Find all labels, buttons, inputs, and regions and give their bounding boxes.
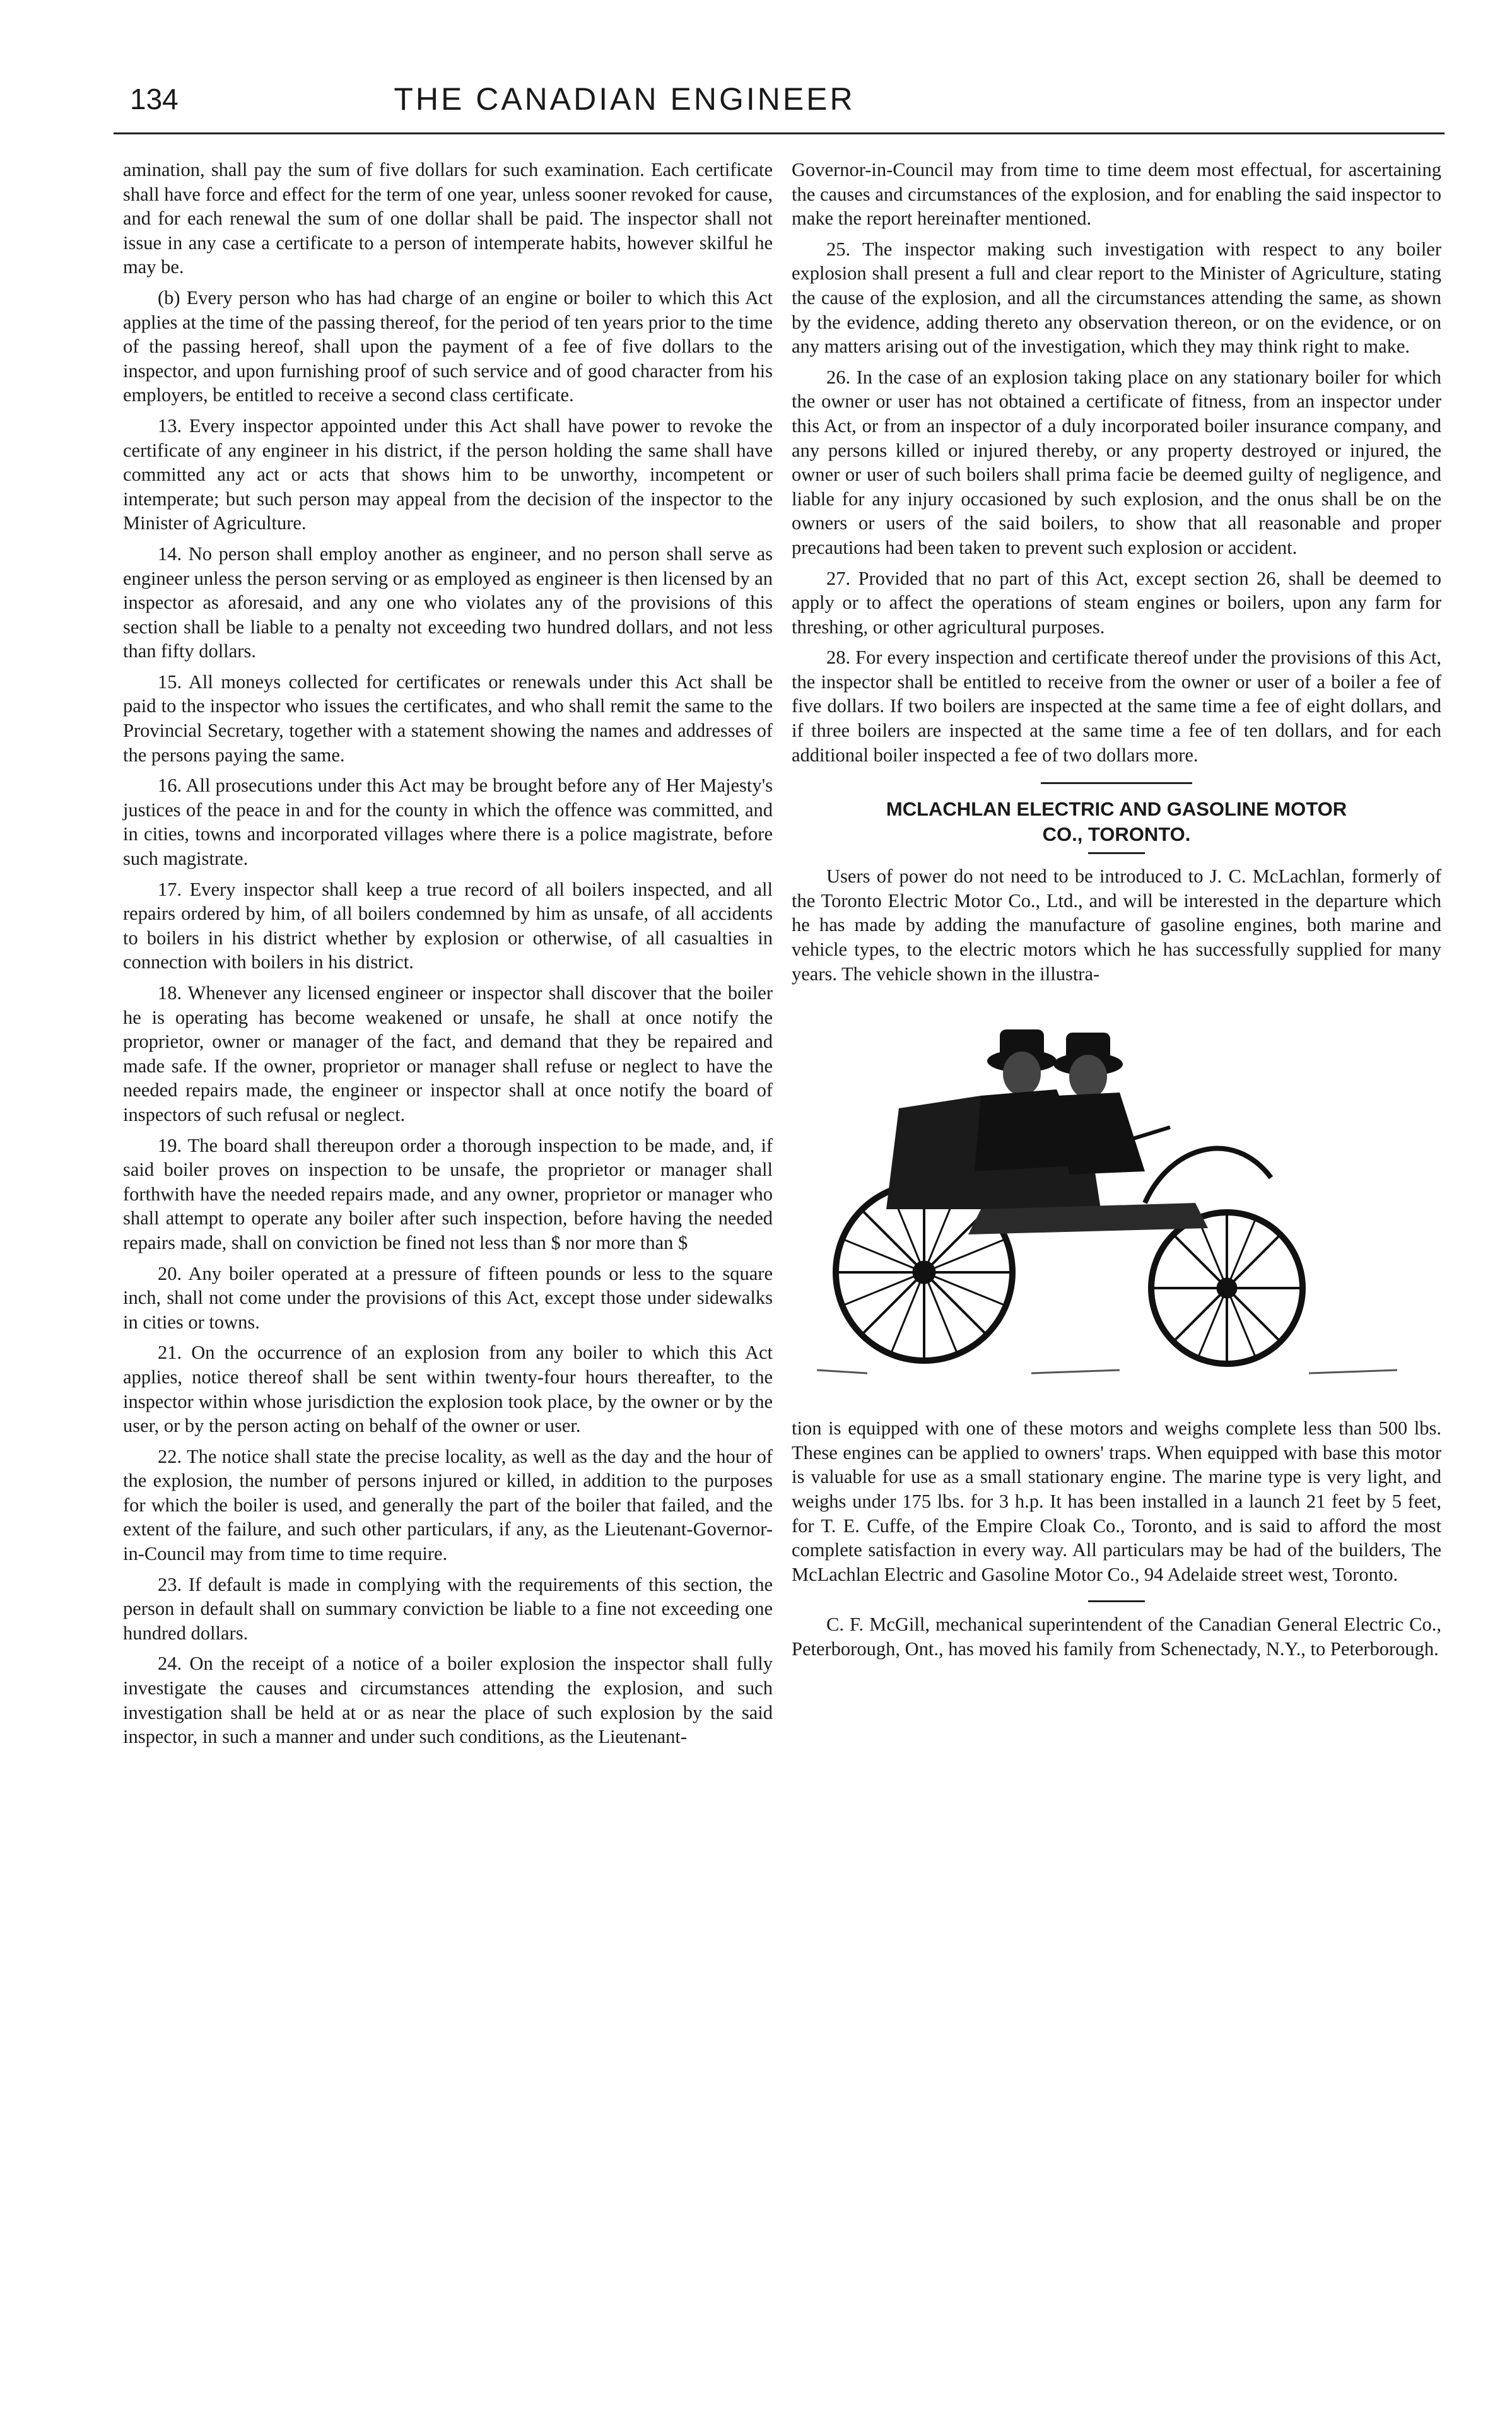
motor-vehicle-illustration [792, 1001, 1422, 1398]
paragraph: Governor-in-Council may from time to time deem most effectual, for ascertaining the causes and circumstances of the explosion, and for enabling the said inspector to make the report hereinafter mentioned. [792, 159, 1441, 230]
header-rule [114, 132, 1445, 134]
right-column [792, 158, 1441, 1668]
paragraph: 28. For every inspection and certificate thereof under the provisions of this Act, the inspector shall be entitled to receive from the owner or user of a boiler a fee of five dollars. If two boilers are inspected at the same time a fee of eight dollars, and if three boilers are inspected at the same time a fee of ten dollars, and for each additional boiler inspected a fee of two dollars more. [792, 647, 1441, 766]
front-wheel [1151, 1212, 1303, 1364]
title-underline [1088, 852, 1145, 854]
section-divider [1041, 782, 1192, 784]
paragraph: 27. Provided that no part of this Act, except section 26, shall be deemed to apply or to affect the operations of steam engines or boilers, upon any farm for threshing, or other agricultural purposes. [792, 567, 1441, 638]
running-head: THE CANADIAN ENGINEER [394, 81, 855, 117]
left-column [123, 158, 773, 1755]
paragraph: 17. Every inspector shall keep a true record of all boilers inspected, and all repairs ordered by him, of all boilers condemned by him as unsafe, of all accidents to boilers in his district whether by explosion or otherwise, of all casualties in connection with boilers in his district. [123, 878, 773, 973]
article-paragraph: tion is equipped with one of these motors and weighs complete less than 500 lbs. These engines can be applied to owners' traps. When equipped with base this motor is valuable for use as a small stationary engine. The marine type is very light, and weighs under 175 lbs. for 3 h.p. It has been installed in a launch 21 feet by 5 feet, for T. E. Cuffe, of the Empire Cloak Co., Toronto, and is said to afford the most complete satisfaction in every way. All particulars may be had of the builders, The McLachlan Electric and Gasoline Motor Co., 94 Adelaide street west, Toronto. [792, 1417, 1441, 1585]
article-title [792, 797, 1441, 847]
paragraph: 25. The inspector making such investigation with respect to any boiler explosion shall present a full and clear report to the Minister of Agriculture, stating the cause of the explosion, and all the circumstances attending the same, as shown by the evidence, adding thereto any observation thereon, or on the evidence, or on any matters arising out of the investigation, which they may think right to make. [792, 238, 1441, 358]
vehicle-engraving [792, 1001, 1422, 1398]
paragraph: 23. If default is made in complying with the requirements of this section, the person in default shall on summary conviction be liable to a fine not exceeding one hundred dollars. [123, 1573, 773, 1644]
article-title-line: CO., TORONTO. [1042, 823, 1191, 846]
page-header [107, 81, 1438, 131]
paragraph: 15. All moneys collected for certificates or renewals under this Act shall be paid to the inspector who issues the certificates, and who shall remit the same to the Provincial Secretary, together with a statement showing the names and addresses of the persons paying the same. [123, 671, 773, 766]
page-number: 134 [130, 83, 179, 115]
news-note: C. F. McGill, mechanical superintendent of the Canadian General Electric Co., Peterborough, Ont., has moved his family from Schenectady, N.Y., to Peterborough. [792, 1614, 1441, 1660]
paragraph: amination, shall pay the sum of five dollars for such examination. Each certificate shall have force and effect for the term of one year, unless sooner revoked for cause, and for each renewal the sum of one dollar shall be paid. The inspector shall not issue in any case a certificate to a person of intemperate habits, however skilful he may be. [123, 159, 773, 278]
paragraph: 20. Any boiler operated at a pressure of fifteen pounds or less to the square inch, shall not come under the provisions of this Act, except those under sidewalks in cities or towns. [123, 1262, 773, 1333]
paragraph: 14. No person shall employ another as engineer, and no person shall serve as engineer unless the person serving or as employed as engineer is then licensed by an inspector as aforesaid, and any one who violates any of the provisions of this section shall be liable to a penalty not exceeding two hundred dollars, and not less than fifty dollars. [123, 542, 773, 662]
paragraph: 24. On the receipt of a notice of a boiler explosion the inspector shall fully investigate the causes and circumstances attending the explosion, and such investigation shall be held at or as near the place of such explosion by the said inspector, in such a manner and under such conditions, as the Lieutenant- [123, 1653, 773, 1748]
article-title-line: MCLACHLAN ELECTRIC AND GASOLINE MOTOR [886, 798, 1347, 821]
paragraph: 13. Every inspector appointed under this Act shall have power to revoke the certificate of any engineer in his district, if the person holding the same shall have committed any act or acts that shows him to be unworthy, incompetent or intemperate; but such person may appeal from the decision of the inspector to the Minister of Agriculture. [123, 414, 773, 534]
article-paragraph: Users of power do not need to be introduced to J. C. McLachlan, formerly of the Toronto Electric Motor Co., Ltd., and will be interested in the departure which he has made by adding the manufacture of gasoline engines, both marine and vehicle types, to the electric motors which he has successfully supplied for many years. The vehicle shown in the illustra- [792, 865, 1441, 985]
paragraph: 19. The board shall thereupon order a thorough inspection to be made, and, if said boiler proves on inspection to be unsafe, the proprietor or manager shall forthwith have the needed repairs made, and any owner, proprietor or manager who shall attempt to operate any boiler after such inspection, before having the needed repairs made, shall on conviction be fined not less than $ nor more than $ [123, 1134, 773, 1253]
paragraph: 22. The notice shall state the precise locality, as well as the day and the hour of the explosion, the number of persons injured or killed, in addition to the purposes for which the boiler is used, and generally the part of the boiler that failed, and the extent of the failure, and such other particulars, if any, as the Lieutenant-Governor-in-Council may from time to time require. [123, 1445, 773, 1565]
section-divider [1088, 1600, 1145, 1602]
paragraph: 26. In the case of an explosion taking place on any stationary boiler for which the owner or user has not obtained a certificate of fitness, from an inspector under this Act, or from an inspector of a duly incorporated boiler insurance company, and any persons killed or injured thereby, or any property destroyed or injured, the owner or user of such boilers shall prima facie be deemed guilty of negligence, and liable for any injury occasioned by such explosion, and the onus shall be on the owners or users of the said boilers, to show that all reasonable and proper precautions had been taken to prevent such explosion or accident. [792, 366, 1441, 558]
paragraph: 21. On the occurrence of an explosion from any boiler to which this Act applies, notice thereof shall be sent within twenty-four hours thereafter, to the inspector within whose jurisdiction the explosion took place, by the owner or by the user, or by the person acting on behalf of the owner or user. [123, 1342, 773, 1437]
paragraph: (b) Every person who has had charge of an engine or boiler to which this Act applies at the time of the passing thereof, for the period of ten years prior to the time of the passing hereof, shall upon the payment of a fee of five dollars to the inspector, and upon furnishing proof of such service and of good character from his employers, be entitled to receive a second class certificate. [123, 286, 773, 406]
paragraph: 18. Whenever any licensed engineer or inspector shall discover that the boiler he is operating has become weakened or unsafe, he shall at once notify the proprietor, owner or manager of the fact, and demand that they be repaired and made safe. If the owner, proprietor or manager shall refuse or neglect to have the needed repairs made, the engineer or inspector shall at once notify the board of inspectors of such refusal or neglect. [123, 982, 773, 1125]
paragraph: 16. All prosecutions under this Act may be brought before any of Her Majesty's justices of the peace in and for the county in which the offence was committed, and in cities, towns and incorporated villages where there is a police magistrate, before such magistrate. [123, 775, 773, 870]
